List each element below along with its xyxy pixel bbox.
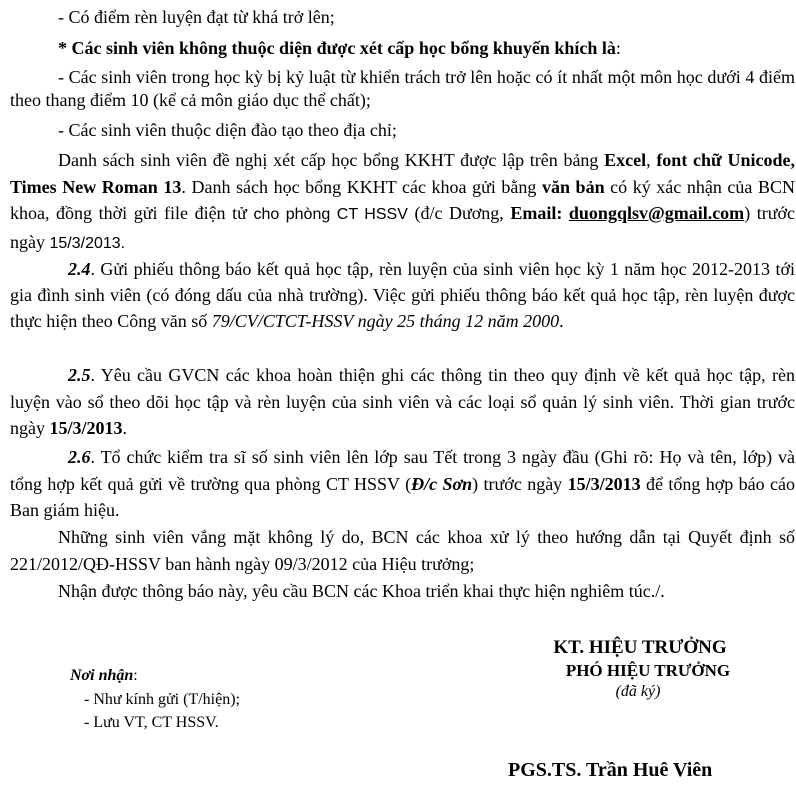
paragraph-closing: Nhận được thông báo này, yêu cầu BCN các Khoa triển khai thực hiện nghiêm túc./. xyxy=(58,581,665,601)
signature-title-2: PHÓ HIỆU TRƯỞNG xyxy=(565,661,731,680)
paragraph-not-eligible-heading: * Các sinh viên không thuộc diện được xét cấp học bổng khuyến khích là: xyxy=(58,38,621,58)
paragraph-absent-students: Những sinh viên vắng mặt không lý do, BCN các khoa xử lý theo hướng dẫn tại Quyết định số 221/2012/QĐ-HSSV ban hành ngày 09/3/2012 của Hiệu trưởng; xyxy=(10,527,795,574)
paragraph-conduct-score: - Có điểm rèn luyện đạt từ khá trở lên; xyxy=(58,7,335,27)
signature-block xyxy=(520,636,760,702)
recipients-title: Nơi nhận: xyxy=(70,667,138,684)
signature-title-1: KT. HIỆU TRƯỞNG xyxy=(553,637,727,658)
paragraph-item-2-4: 2.4. Gửi phiếu thông báo kết quả học tập, rèn luyện của sinh viên học kỳ 1 năm học 2012-2013 tới gia đình sinh viên (có đóng dấu của nhà trường). Việc gửi phiếu thông báo kết quả học tập, rèn luyện được thực hiện theo Công văn số 79/CV/CTCT-HSSV ngày 25 tháng 12 năm 2000. xyxy=(10,259,795,331)
paragraph-address-training: - Các sinh viên thuộc diện đào tạo theo địa chỉ; xyxy=(58,120,397,140)
signer-name: PGS.TS. Trần Huê Viên xyxy=(508,759,713,781)
paragraph-scholarship-list: Danh sách sinh viên đề nghị xét cấp học bổng KKHT được lập trên bảng Excel, font chữ Unicode, Times New Roman 13. Danh sách học bổng KKHT các khoa gửi bằng văn bản có ký xác nhận của BCN khoa, đồng thời gửi file điện tử cho phòng CT HSSV (đ/c Dương, Email: duongqlsv@gmail.com) trước ngày 15/3/2013. xyxy=(10,150,796,252)
paragraph-item-2-6: 2.6. Tổ chức kiểm tra sĩ số sinh viên lên lớp sau Tết trong 3 ngày đầu (Ghi rõ: Họ và tên, lớp) và tổng hợp kết quả gửi về trường qua phòng CT HSSV (Đ/c Sơn) trước ngày 15/3/2013 để tổng hợp báo cáo Ban giám hiệu. xyxy=(10,447,795,520)
recipient-item: - Như kính gửi (T/hiện); xyxy=(84,691,240,708)
paragraph-disciplined: - Các sinh viên trong học kỳ bị kỷ luật từ khiển trách trở lên hoặc có ít nhất một môn học dưới 4 điểm theo thang điểm 10 (kể cả môn giáo dục thể chất); xyxy=(10,67,795,111)
email-link[interactable]: duongqlsv@gmail.com xyxy=(568,203,745,223)
recipient-item: - Lưu VT, CT HSSV. xyxy=(84,714,219,731)
signature-note: (đã ký) xyxy=(615,683,661,700)
paragraph-item-2-5: 2.5. Yêu cầu GVCN các khoa hoàn thiện ghi các thông tin theo quy định về kết quả học tập, rèn luyện vào sổ theo dõi học tập và rèn luyện của sinh viên và các loại sổ quản lý sinh viên. Thời gian trước ngày 15/3/2013. xyxy=(10,365,795,438)
